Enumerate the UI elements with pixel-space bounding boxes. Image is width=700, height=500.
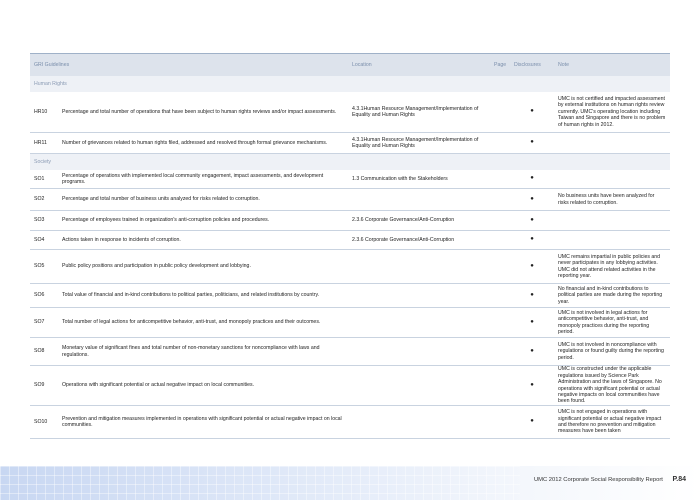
location-cell — [348, 366, 490, 406]
disclosure-cell: ● — [510, 170, 554, 189]
header-location: Location — [348, 54, 490, 77]
header-gri-guidelines: GRI Guidelines — [30, 54, 348, 77]
indicator-code: SO5 — [30, 250, 58, 284]
table-row — [30, 338, 670, 366]
location-cell: 2.3.6 Corporate Governance/Anti-Corruption — [348, 231, 490, 250]
location-cell: 2.3.6 Corporate Governance/Anti-Corruption — [348, 211, 490, 231]
note-cell: UMC is constructed under the applicable regulations issued by Science Park Administration and the laws of Singapore. No operations with significant potential or actual negative impacts on local communities have been found. — [554, 366, 670, 406]
section-row — [30, 154, 670, 171]
indicator-description: Total number of legal actions for anticompetitive behavior, anti-trust, and monopoly practices and their outcomes. — [58, 308, 348, 338]
note-cell — [554, 170, 670, 189]
indicator-description: Total value of financial and in-kind contributions to political parties, politicians, and related institutions by country. — [58, 284, 348, 308]
note-cell: UMC is not engaged in operations with significant potential or actual negative impact and therefore no prevention and mitigation measures have been taken — [554, 406, 670, 439]
indicator-description: Number of grievances related to human rights filed, addressed and resolved through formal grievance mechanisms. — [58, 133, 348, 154]
disclosure-cell: ● — [510, 211, 554, 231]
note-cell: UMC is not involved in noncompliance with regulations or found guilty during the reporting period. — [554, 338, 670, 366]
disclosure-cell: ● — [510, 231, 554, 250]
page-cell — [490, 133, 510, 154]
header-page: Page — [490, 54, 510, 77]
disclosure-cell: ● — [510, 92, 554, 133]
disclosure-cell: ● — [510, 133, 554, 154]
page-cell — [490, 92, 510, 133]
indicator-code: SO8 — [30, 338, 58, 366]
indicator-description: Percentage of operations with implemented local community engagement, impact assessments, and development programs. — [58, 170, 348, 189]
table-row — [30, 366, 670, 406]
location-cell — [348, 338, 490, 366]
header-note: Note — [554, 54, 670, 77]
section-title: Society — [30, 154, 670, 171]
indicator-code: SO9 — [30, 366, 58, 406]
disclosure-cell: ● — [510, 250, 554, 284]
table-row — [30, 308, 670, 338]
page-cell — [490, 284, 510, 308]
section-row — [30, 76, 670, 92]
location-cell: 4.3.1Human Resource Management/Implementation of Equality and Human Rights — [348, 92, 490, 133]
location-cell — [348, 189, 490, 211]
header-disclosures: Disclosures — [510, 54, 554, 77]
indicator-code: SO6 — [30, 284, 58, 308]
disclosure-cell: ● — [510, 284, 554, 308]
indicator-description: Monetary value of significant fines and total number of non-monetary sanctions for noncompliance with laws and regulations. — [58, 338, 348, 366]
page-cell — [490, 170, 510, 189]
indicator-code: SO3 — [30, 211, 58, 231]
indicator-description: Percentage and total number of business units analyzed for risks related to corruption. — [58, 189, 348, 211]
footer-grid-decoration — [0, 466, 520, 500]
table-row — [30, 231, 670, 250]
note-cell — [554, 211, 670, 231]
indicator-code: SO7 — [30, 308, 58, 338]
disclosure-cell: ● — [510, 338, 554, 366]
location-cell — [348, 406, 490, 439]
indicator-description: Public policy positions and participation in public policy development and lobbying. — [58, 250, 348, 284]
page-cell — [490, 338, 510, 366]
page-cell — [490, 189, 510, 211]
indicator-code: SO1 — [30, 170, 58, 189]
disclosure-cell: ● — [510, 406, 554, 439]
note-cell: No financial and in-kind contributions to political parties are made during the reporting year. — [554, 284, 670, 308]
table-row — [30, 284, 670, 308]
disclosure-cell: ● — [510, 308, 554, 338]
table-row — [30, 92, 670, 133]
disclosure-cell: ● — [510, 189, 554, 211]
indicator-description: Operations with significant potential or actual negative impact on local communities. — [58, 366, 348, 406]
location-cell — [348, 308, 490, 338]
note-cell: UMC remains impartial in public policies and never participates in any lobbying activities. UMC did not attend related activities in the reporting year. — [554, 250, 670, 284]
indicator-description: Percentage of employees trained in organization's anti-corruption policies and procedures. — [58, 211, 348, 231]
indicator-description: Actions taken in response to incidents of corruption. — [58, 231, 348, 250]
page-cell — [490, 366, 510, 406]
page-cell — [490, 211, 510, 231]
location-cell: 4.3.1Human Resource Management/Implementation of Equality and Human Rights — [348, 133, 490, 154]
page-cell — [490, 308, 510, 338]
indicator-code: SO4 — [30, 231, 58, 250]
table-body — [30, 76, 670, 439]
table-row — [30, 170, 670, 189]
gri-index-table — [30, 53, 670, 439]
table-row — [30, 133, 670, 154]
indicator-description: Prevention and mitigation measures implemented in operations with significant potential or actual negative impact on local communities. — [58, 406, 348, 439]
table-row — [30, 406, 670, 439]
indicator-code: HR10 — [30, 92, 58, 133]
location-cell: 1.3 Communication with the Stakeholders — [348, 170, 490, 189]
page-cell — [490, 406, 510, 439]
note-cell: No business units have been analyzed for risks related to corruption. — [554, 189, 670, 211]
section-title: Human Rights — [30, 76, 670, 92]
indicator-description: Percentage and total number of operations that have been subject to human rights reviews and/or impact assessments. — [58, 92, 348, 133]
gri-table-wrapper — [30, 53, 670, 439]
table-row — [30, 211, 670, 231]
footer-page-number: P.84 — [672, 476, 686, 483]
table-row — [30, 250, 670, 284]
note-cell — [554, 231, 670, 250]
table-row — [30, 189, 670, 211]
location-cell — [348, 284, 490, 308]
location-cell — [348, 250, 490, 284]
note-cell: UMC is not certified and impacted assessment by external institutions on human rights review currently. UMC's operating location including Taiwan and Singapore and there is no problem of human rights in 2012. — [554, 92, 670, 133]
note-cell — [554, 133, 670, 154]
note-cell: UMC is not involved in legal actions for anticompetitive behavior, anti-trust, and monopoly practices during the reporting period. — [554, 308, 670, 338]
indicator-code: SO2 — [30, 189, 58, 211]
disclosure-cell: ● — [510, 366, 554, 406]
indicator-code: HR11 — [30, 133, 58, 154]
page-cell — [490, 231, 510, 250]
indicator-code: SO10 — [30, 406, 58, 439]
footer-report-title: UMC 2012 Corporate Social Responsibility Report — [533, 477, 663, 483]
table-header-row — [30, 54, 670, 77]
page-footer — [0, 466, 700, 500]
footer-text — [534, 476, 686, 483]
page-cell — [490, 250, 510, 284]
